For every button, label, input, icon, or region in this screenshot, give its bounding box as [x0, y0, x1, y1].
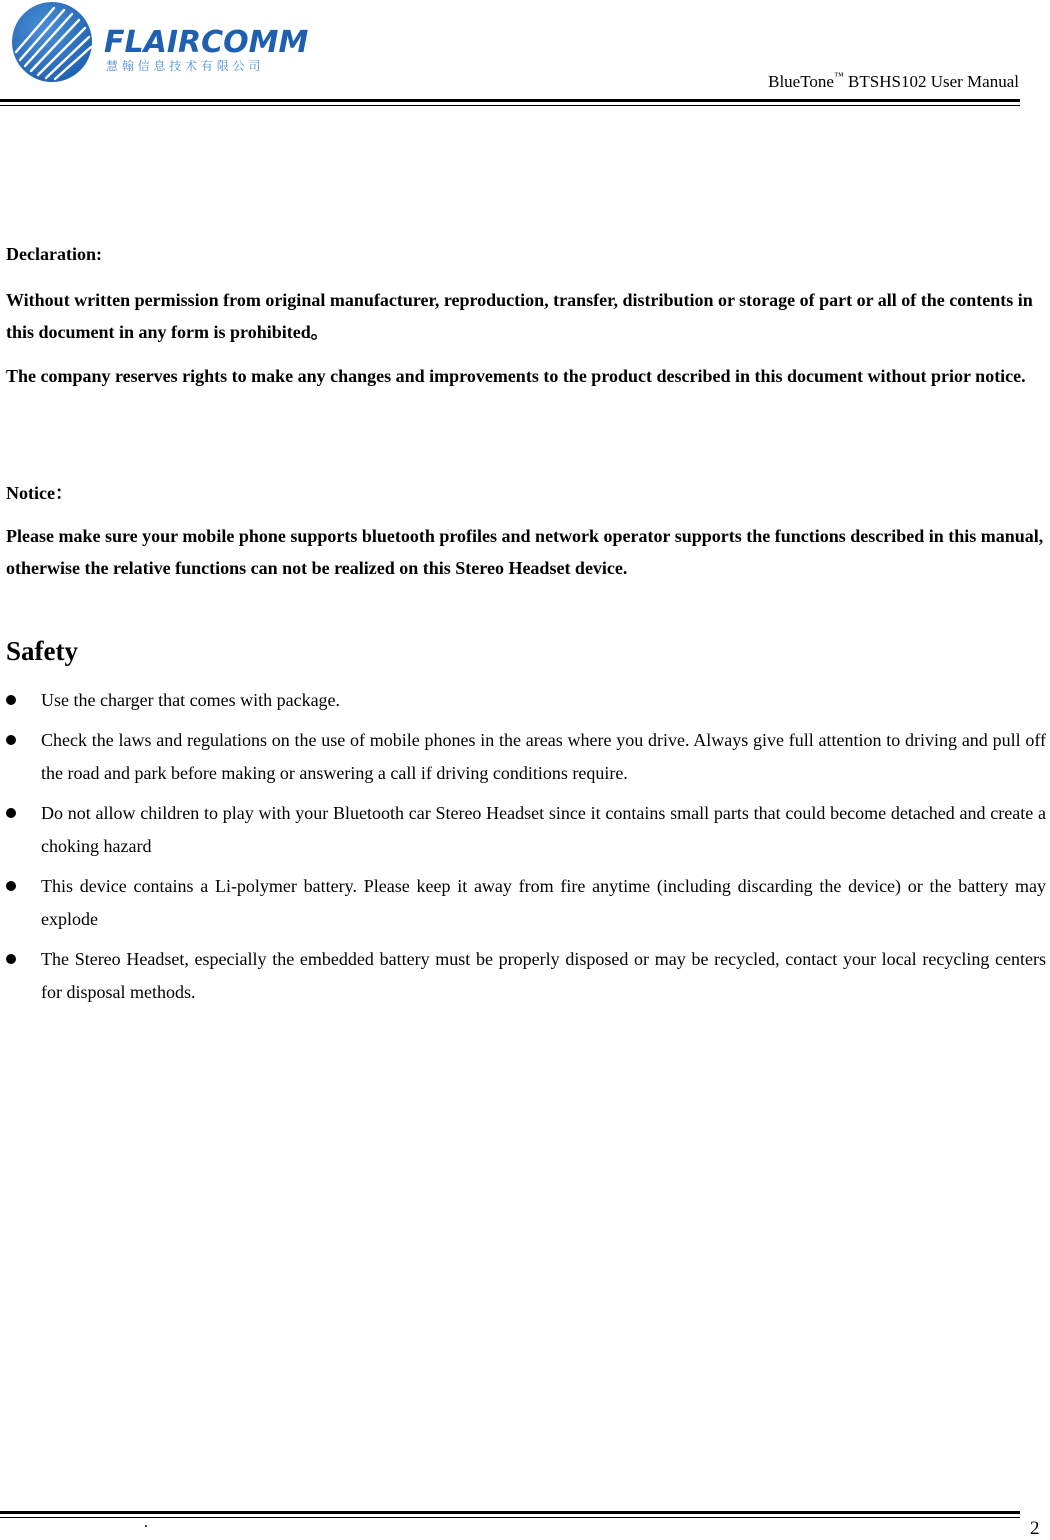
- declaration-paragraph-1: Without written permission from original manufacturer, reproduction, transfer, distribution or storage of part or all of the contents in this document in any form is prohibited。: [6, 290, 1033, 342]
- footer-rule-thick: [0, 1511, 1020, 1514]
- list-item: [6, 870, 1046, 936]
- bullet-icon: [6, 881, 16, 891]
- bullet-icon: [6, 808, 16, 818]
- svg-text:FLAIRCOMM: FLAIRCOMM: [104, 25, 309, 60]
- header-rule-thin: [0, 105, 1020, 106]
- bullet-icon: [6, 954, 16, 964]
- list-item: [6, 943, 1046, 1009]
- list-item-text: This device contains a Li-polymer battery. Please keep it away from fire anytime (including discarding the device) or the battery may explode: [41, 876, 1046, 929]
- list-item: [6, 684, 1046, 717]
- flaircomm-logo: [6, 0, 316, 86]
- brand-name: BlueTone: [768, 72, 834, 91]
- list-item-text: The Stereo Headset, especially the embedded battery must be properly disposed or may be recycled, contact your local recycling centers for disposal methods.: [41, 949, 1046, 1002]
- notice-paragraph: Please make sure your mobile phone supports bluetooth profiles and network operator supports the functions described in this manual, otherwise the relative functions can not be realized on this Stereo Headset device.: [6, 526, 1044, 578]
- bullet-icon: [6, 735, 16, 745]
- bullet-icon: [6, 695, 16, 705]
- declaration-paragraph-2: The company reserves rights to make any changes and improvements to the product described in this document without prior notice.: [6, 366, 1026, 386]
- header-rule-thick: [0, 99, 1020, 102]
- svg-text:慧 翰 信 息 技 术 有 限 公 司: 慧 翰 信 息 技 术 有 限 公 司: [106, 59, 261, 73]
- trademark-symbol: ™: [833, 71, 844, 82]
- declaration-heading: Declaration:: [6, 244, 102, 264]
- list-item-text: Check the laws and regulations on the use of mobile phones in the areas where you drive. Always give full attention to driving and pull off the road and park before making or answering a call if driving conditions require.: [41, 730, 1046, 783]
- notice-heading: Notice：: [6, 483, 73, 503]
- list-item: [6, 797, 1046, 863]
- list-item-text: Use the charger that comes with package.: [41, 690, 341, 710]
- page-number: 2: [1030, 1518, 1040, 1539]
- list-item: [6, 724, 1046, 790]
- header-title: [768, 70, 1019, 94]
- safety-heading: Safety: [6, 636, 78, 666]
- footer-dot: .: [144, 1514, 148, 1531]
- list-item-text: Do not allow children to play with your Bluetooth car Stereo Headset since it contains small parts that could become detached and create a choking hazard: [41, 803, 1046, 856]
- footer-rule-thin: [0, 1517, 1020, 1518]
- manual-title: BTSHS102 User Manual: [843, 72, 1019, 91]
- safety-list: [6, 684, 1046, 1016]
